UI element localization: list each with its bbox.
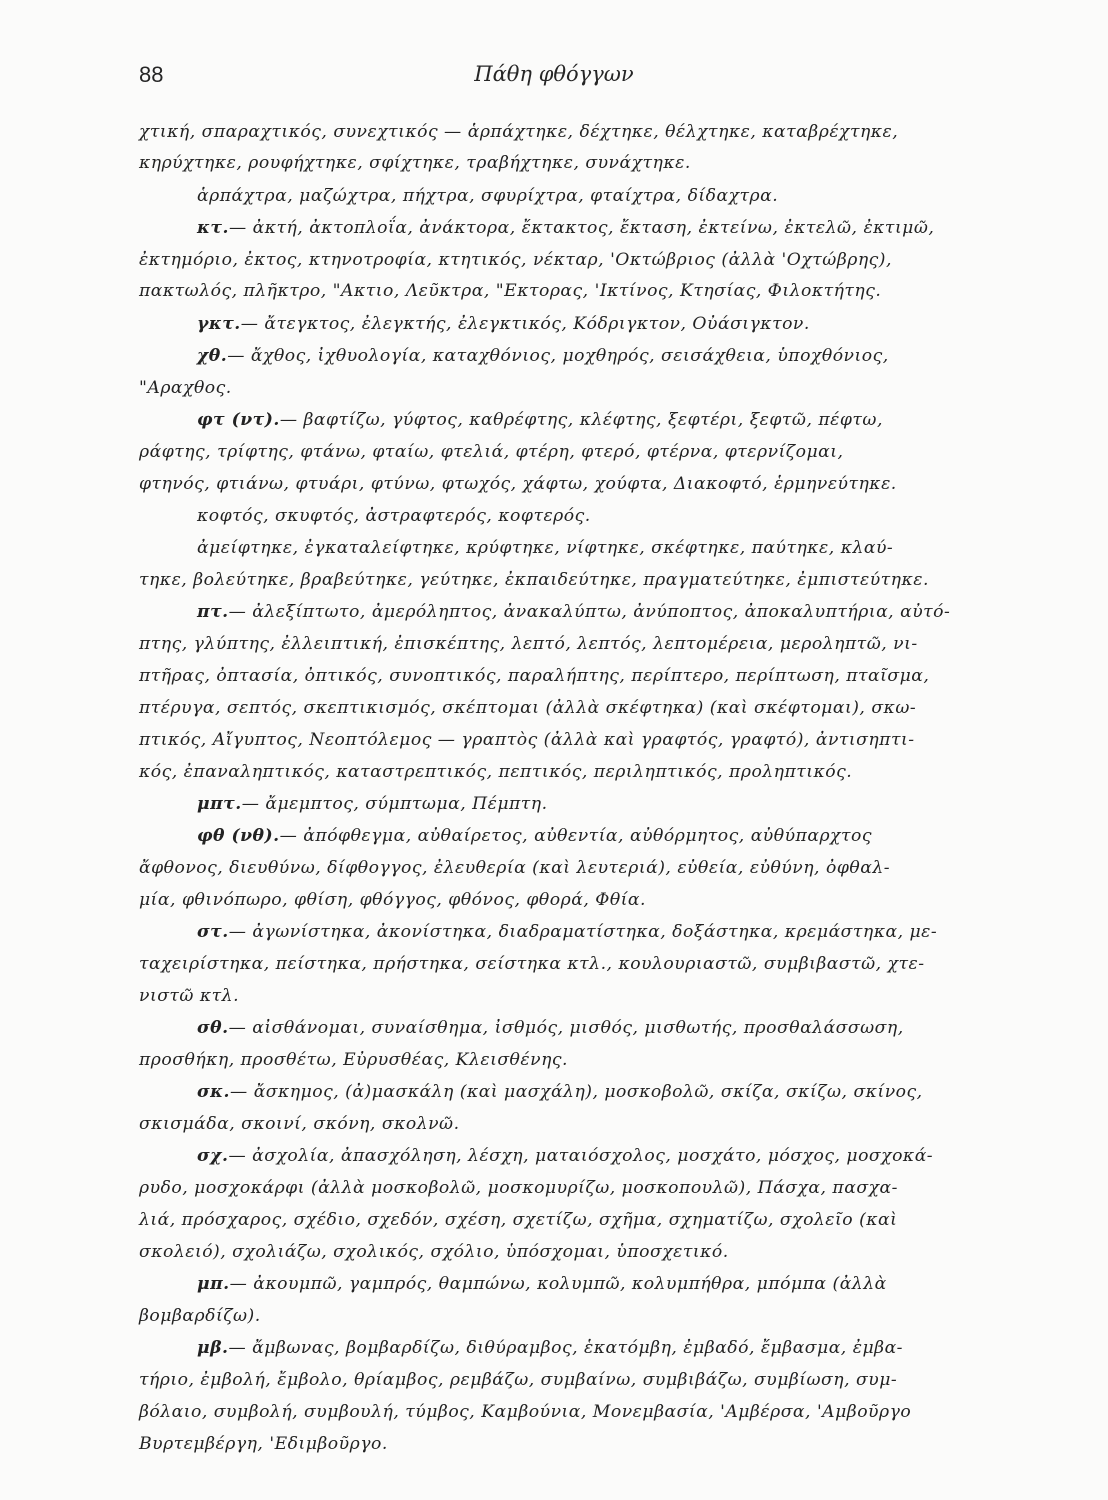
text-line: μπ.— ἀκουμπῶ, γαμπρός, θαμπώνω, κολυμπῶ, κολυμπήθρα, μπόμπα (ἀλλὰ [197, 1274, 887, 1294]
text-line: κός, ἐπαναληπτικός, καταστρεπτικός, πεπτικός, περιληπτικός, προληπτικός. [139, 762, 853, 782]
text-line: φτ (ντ).— βαφτίζω, γύφτος, καθρέφτης, κλέφτης, ξεφτέρι, ξεφτῶ, πέφτω, [197, 410, 883, 430]
page-number: 88 [139, 62, 164, 87]
text-line: πακτωλός, πλῆκτρο, "Ακτιο, Λεῦκτρα, "Εκτορας, 'Ικτίνος, Κτησίας, Φιλοκτήτης. [139, 281, 882, 301]
cluster-heading: μπτ. [197, 794, 242, 814]
running-head: Πάθη φθόγγων [474, 62, 634, 86]
cluster-heading: σθ. [197, 1018, 229, 1038]
text-line: βόλαιο, συμβολή, συμβουλή, τύμβος, Καμβούνια, Μονεμβασία, 'Αμβέρσα, 'Αμβοῦργο [139, 1402, 912, 1422]
cluster-heading: φθ (νθ). [197, 826, 280, 846]
cluster-heading: κτ. [197, 218, 229, 238]
text-line: φτηνός, φτιάνω, φτυάρι, φτύνω, φτωχός, χάφτω, χούφτα, Διακοφτό, ἑρμηνεύτηκε. [139, 474, 897, 494]
cluster-heading: μπ. [197, 1274, 230, 1294]
cluster-heading: χθ. [197, 346, 228, 366]
text-line: "Αραχθος. [139, 378, 232, 398]
cluster-heading: γκτ. [197, 314, 241, 334]
text-line: κοφτός, σκυφτός, ἀστραφτερός, κοφτερός. [197, 506, 591, 526]
text-line: προσθήκη, προσθέτω, Εὐρυσθέας, Κλεισθένης. [139, 1050, 568, 1070]
text-line: σκ.— ἄσκημος, (ἀ)μασκάλη (καὶ μασχάλη), μοσκοβολῶ, σκίζα, σκίζω, σκίνος, [197, 1082, 923, 1102]
text-line: λιά, πρόσχαρος, σχέδιο, σχεδόν, σχέση, σχετίζω, σχῆμα, σχηματίζω, σχολεῖο (καὶ [139, 1210, 898, 1230]
text-line: ἐκτημόριο, ἐκτος, κτηνοτροφία, κτητικός, νέκταρ, 'Οκτώβριος (ἀλλὰ 'Οχτώβρης), [139, 250, 892, 270]
text-line: χθ.— ἄχθος, ἰχθυολογία, καταχθόνιος, μοχθηρός, σεισάχθεια, ὑποχθόνιος, [197, 346, 889, 366]
cluster-heading: σχ. [197, 1146, 229, 1166]
text-line: πτῆρας, ὀπτασία, ὀπτικός, συνοπτικός, παραλήπτης, περίπτερο, περίπτωση, πταῖσμα, [139, 666, 930, 686]
text-line: στ.— ἀγωνίστηκα, ἀκονίστηκα, διαδραματίστηκα, δοξάστηκα, κρεμάστηκα, με- [197, 922, 938, 942]
text-line: ρυδο, μοσχοκάρφι (ἀλλὰ μοσκοβολῶ, μοσκομυρίζω, μοσκοπουλῶ), Πάσχα, πασχα- [139, 1178, 898, 1198]
cluster-heading: πτ. [197, 602, 229, 622]
text-line: χτική, σπαραχτικός, συνεχτικός — ἁρπάχτηκε, δέχτηκε, θέλχτηκε, καταβρέχτηκε, [139, 122, 899, 142]
text-line: τήριο, ἐμβολή, ἔμβολο, θρίαμβος, ρεμβάζω, συμβαίνω, συμβιβάζω, συμβίωση, συμ- [139, 1370, 898, 1390]
text-line: πτ.— ἀλεξίπτωτο, ἀμερόληπτος, ἀνακαλύπτω, ἀνύποπτος, ἀποκαλυπτήρια, αὐτό- [197, 602, 951, 622]
text-line: σκισμάδα, σκοινί, σκόνη, σκολνῶ. [139, 1114, 460, 1134]
text-line: τηκε, βολεύτηκε, βραβεύτηκε, γεύτηκε, ἐκπαιδεύτηκε, πραγματεύτηκε, ἐμπιστεύτηκε. [139, 570, 929, 590]
text-line: σκολειό), σχολιάζω, σχολικός, σχόλιο, ὑπόσχομαι, ὑποσχετικό. [139, 1242, 729, 1262]
cluster-heading: φτ (ντ). [197, 410, 280, 430]
text-line: φθ (νθ).— ἀπόφθεγμα, αὐθαίρετος, αὐθεντία, αὐθόρμητος, αὐθύπαρχτος [197, 826, 872, 846]
text-line: γκτ.— ἄτεγκτος, ἐλεγκτής, ἐλεγκτικός, Κόδριγκτον, Οὐάσιγκτον. [197, 314, 810, 334]
text-line: ἁρπάχτρα, μαζώχτρα, πήχτρα, σφυρίχτρα, φταίχτρα, δίδαχτρα. [197, 186, 779, 206]
text-line: μπτ.— ἄμεμπτος, σύμπτωμα, Πέμπτη. [197, 794, 548, 814]
text-line: ράφτης, τρίφτης, φτάνω, φταίω, φτελιά, φτέρη, φτερό, φτέρνα, φτερνίζομαι, [139, 442, 844, 462]
cluster-heading: στ. [197, 922, 229, 942]
text-line: σχ.— ἀσχολία, ἀπασχόληση, λέσχη, ματαιόσχολος, μοσχάτο, μόσχος, μοσχοκά- [197, 1146, 934, 1166]
text-line: ἄφθονος, διευθύνω, δίφθογγος, ἐλευθερία (καὶ λευτεριά), εὐθεία, εὐθύνη, ὀφθαλ- [139, 858, 891, 878]
text-line: κτ.— ἀκτή, ἀκτοπλοΐα, ἀνάκτορα, ἔκτακτος, ἔκταση, ἐκτείνω, ἐκτελῶ, ἐκτιμῶ, [197, 218, 935, 238]
text-line: ταχειρίστηκα, πείστηκα, πρήστηκα, σείστηκα κτλ., κουλουριαστῶ, συμβιβαστῶ, χτε- [139, 954, 925, 974]
text-line: πτικός, Αἴγυπτος, Νεοπτόλεμος — γραπτὸς (ἀλλὰ καὶ γραφτός, γραφτό), ἀντισηπτι- [139, 730, 915, 750]
text-line: μβ.— ἄμβωνας, βομβαρδίζω, διθύραμβος, ἑκατόμβη, ἐμβαδό, ἔμβασμα, ἐμβα- [197, 1338, 903, 1358]
text-line: πτέρυγα, σεπτός, σκεπτικισμός, σκέπτομαι (ἀλλὰ σκέφτηκα) (καὶ σκέφτομαι), σκω- [139, 698, 917, 718]
text-line: μία, φθινόπωρο, φθίση, φθόγγος, φθόνος, φθορά, Φθία. [139, 890, 646, 910]
text-line: πτης, γλύπτης, ἐλλειπτική, ἐπισκέπτης, λεπτό, λεπτός, λεπτομέρεια, μεροληπτῶ, νι- [139, 634, 918, 654]
text-line: ἀμείφτηκε, ἐγκαταλείφτηκε, κρύφτηκε, νίφτηκε, σκέφτηκε, παύτηκε, κλαύ- [197, 538, 894, 558]
text-line: νιστῶ κτλ. [139, 986, 240, 1006]
text-line: βομβαρδίζω). [139, 1306, 261, 1326]
text-line: σθ.— αἰσθάνομαι, συναίσθημα, ἰσθμός, μισθός, μισθωτής, προσθαλάσσωση, [197, 1018, 904, 1038]
text-line: κηρύχτηκε, ρουφήχτηκε, σφίχτηκε, τραβήχτηκε, συνάχτηκε. [139, 153, 691, 173]
cluster-heading: μβ. [197, 1338, 229, 1358]
text-line: Βυρτεμβέργη, 'Εδιμβοῦργο. [139, 1434, 388, 1454]
cluster-heading: σκ. [197, 1082, 231, 1102]
